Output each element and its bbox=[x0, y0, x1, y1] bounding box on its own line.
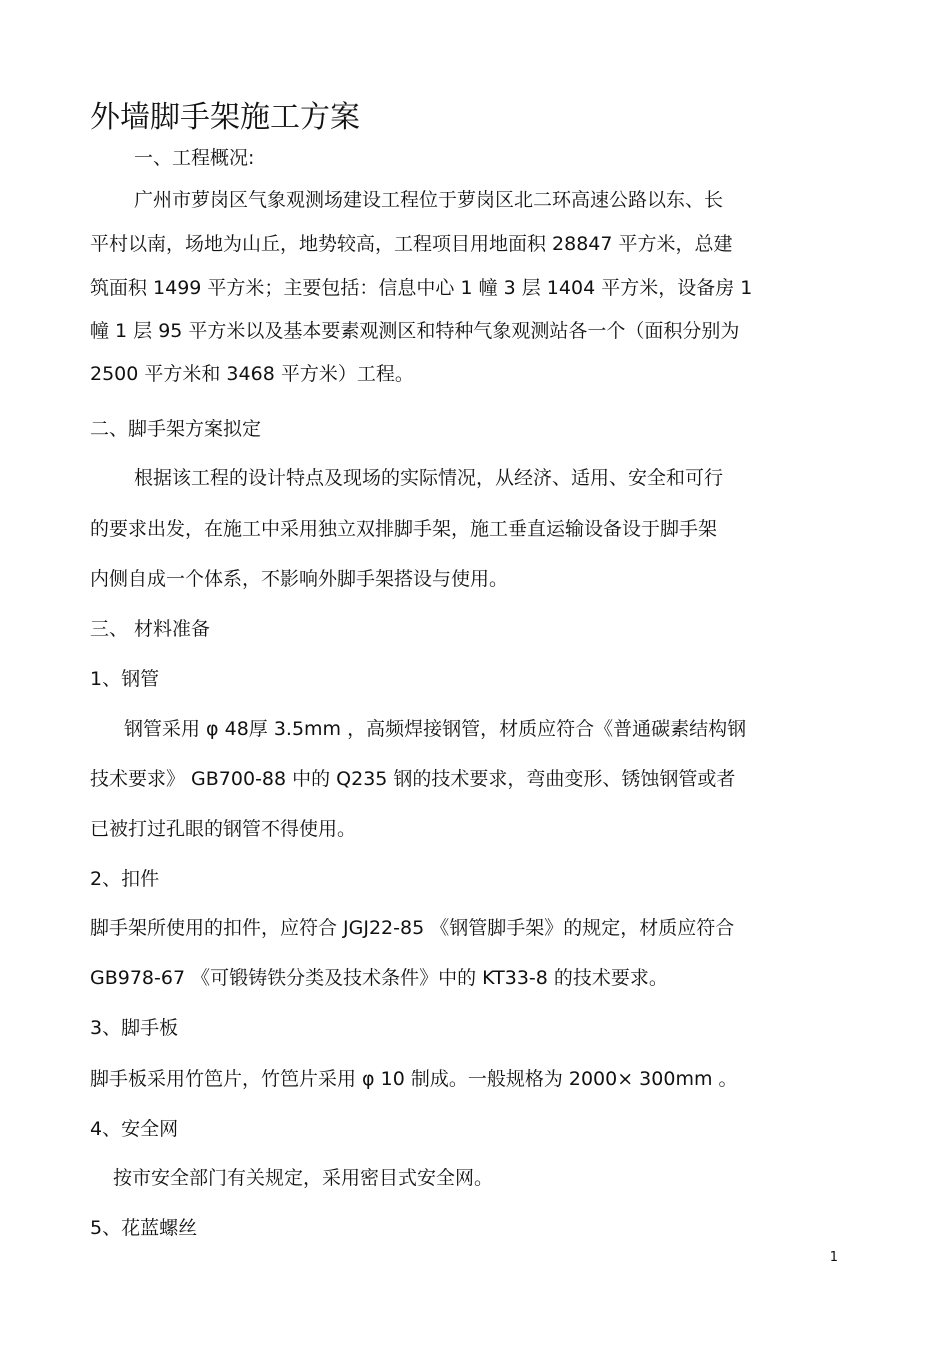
overview-line-4: 幢 1 层 95 平方米以及基本要素观测区和特种气象观测站各一个（面积分别为 bbox=[90, 320, 740, 342]
coupler-line-2: GB978-67 《可锻铸铁分类及技术条件》中的 KT33-8 的技术要求。 bbox=[90, 967, 668, 989]
overview-line-1: 广州市萝岗区气象观测场建设工程位于萝岗区北二环高速公路以东、长 bbox=[134, 189, 724, 211]
scaffold-plan-line-2: 的要求出发，在施工中采用独立双排脚手架，施工垂直运输设备设于脚手架 bbox=[90, 518, 718, 540]
section-heading-overview: 一、工程概况: bbox=[134, 147, 255, 169]
section-heading-scaffold-plan: 二、脚手架方案拟定 bbox=[90, 418, 262, 440]
overview-line-2: 平村以南，场地为山丘，地势较高，工程项目用地面积 28847 平方米，总建 bbox=[90, 233, 733, 255]
steel-pipe-line-2: 技术要求》 GB700-88 中的 Q235 钢的技术要求，弯曲变形、锈蚀钢管或者 bbox=[90, 768, 736, 790]
material-heading-safety-net: 4、安全网 bbox=[90, 1118, 179, 1140]
steel-pipe-line-1: 钢管采用 φ 48厚 3.5mm ，高频焊接钢管，材质应符合《普通碳素结构钢 bbox=[124, 718, 747, 740]
safety-net-line-1: 按市安全部门有关规定，采用密目式安全网。 bbox=[113, 1167, 494, 1189]
scaffold-plan-line-3: 内侧自成一个体系，不影响外脚手架搭设与使用。 bbox=[90, 568, 509, 590]
scaffold-plan-line-1: 根据该工程的设计特点及现场的实际情况，从经济、适用、安全和可行 bbox=[134, 467, 724, 489]
steel-pipe-line-3: 已被打过孔眼的钢管不得使用。 bbox=[90, 818, 357, 840]
scaffold-board-line-1: 脚手板采用竹笆片，竹笆片采用 φ 10 制成。一般规格为 2000× 300mm 。 bbox=[90, 1068, 738, 1090]
document-title: 外墙脚手架施工方案 bbox=[90, 100, 360, 135]
coupler-line-1: 脚手架所使用的扣件，应符合 JGJ22-85 《钢管脚手架》的规定，材质应符合 bbox=[90, 917, 735, 939]
section-heading-materials: 三、 材料准备 bbox=[90, 618, 211, 640]
material-heading-coupler: 2、扣件 bbox=[90, 868, 160, 890]
overview-line-3: 筑面积 1499 平方米；主要包括：信息中心 1 幢 3 层 1404 平方米，设备房 1 bbox=[90, 277, 753, 299]
material-heading-turnbuckle: 5、花蓝螺丝 bbox=[90, 1217, 198, 1239]
material-heading-scaffold-board: 3、脚手板 bbox=[90, 1017, 179, 1039]
material-heading-steel-pipe: 1、钢管 bbox=[90, 668, 160, 690]
page-number: 1 bbox=[829, 1250, 838, 1265]
overview-line-5: 2500 平方米和 3468 平方米）工程。 bbox=[90, 363, 414, 385]
